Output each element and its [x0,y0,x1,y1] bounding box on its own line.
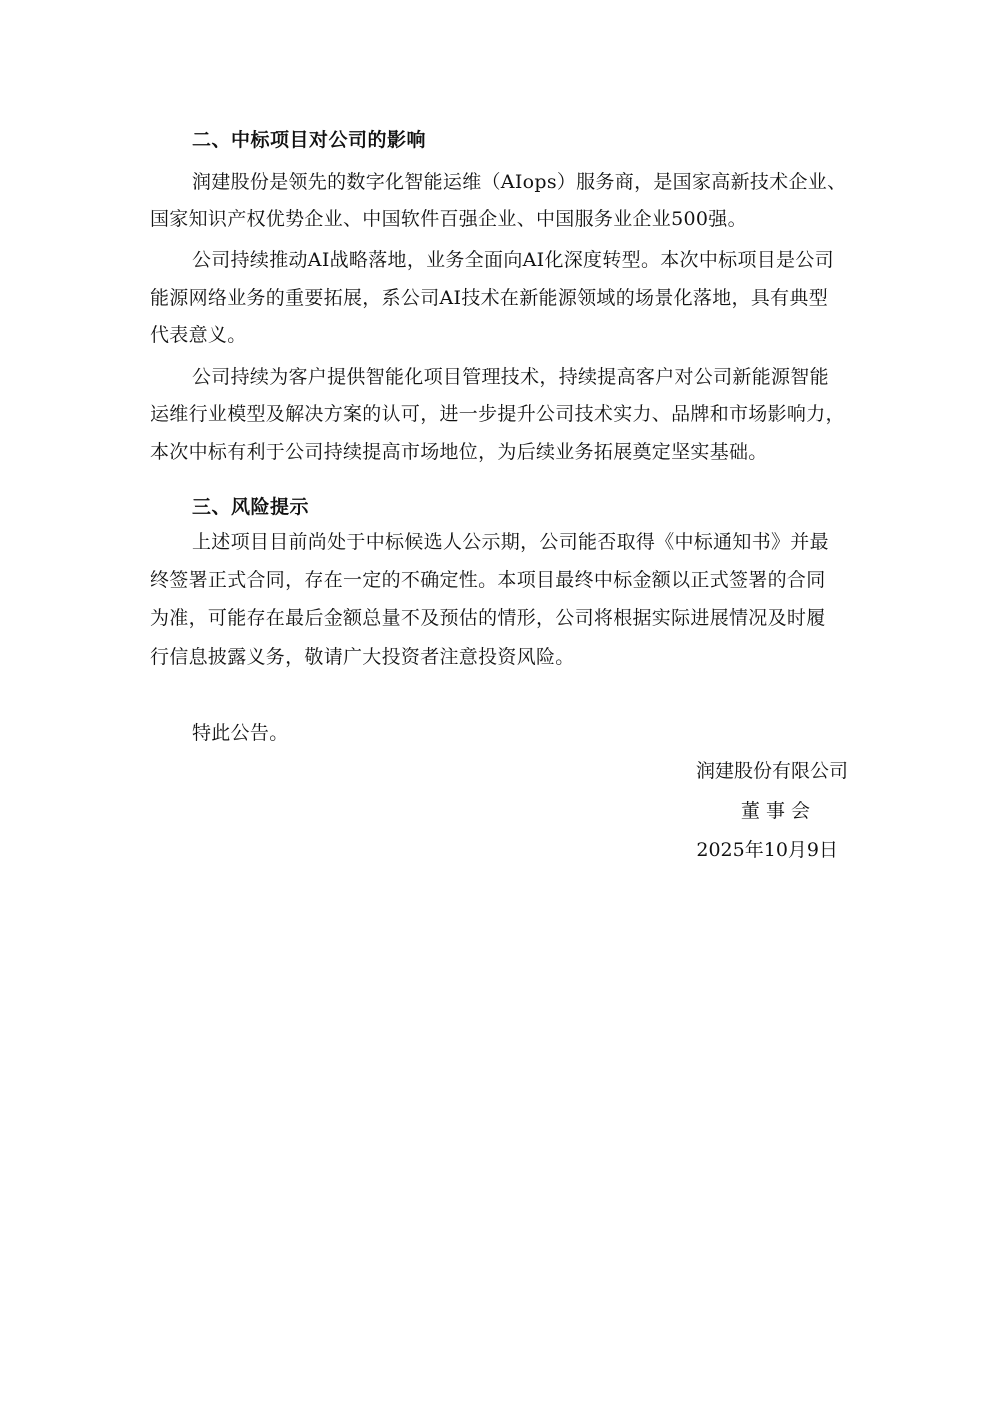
section-3-paragraph-1-line-2: 终签署正式合同，存在一定的不确定性。本项目最终中标金额以正式签署的合同 [150,569,826,591]
signature-date: 2025年10月9日 [696,839,838,861]
signature-company: 润建股份有限公司 [695,760,848,782]
section-2-paragraph-2-line-2: 能源网络业务的重要拓展，系公司AI技术在新能源领域的场景化落地，具有典型 [150,287,829,309]
section-2-heading: 二、中标项目对公司的影响 [192,129,427,151]
closing-text: 特此公告。 [192,722,289,744]
section-2-paragraph-2-line-1: 公司持续推动AI战略落地，业务全面向AI化深度转型。本次中标项目是公司 [192,249,834,271]
section-2-paragraph-3-line-1: 公司持续为客户提供智能化项目管理技术，持续提高客户对公司新能源智能 [192,366,829,388]
signature-board: 董 事 会 [740,800,810,822]
section-3-paragraph-1-line-3: 为准，可能存在最后金额总量不及预估的情形，公司将根据实际进展情况及时履 [150,607,826,629]
section-2-paragraph-3-line-3: 本次中标有利于公司持续提高市场地位，为后续业务拓展奠定坚实基础。 [150,441,768,463]
section-3-paragraph-1-line-1: 上述项目目前尚处于中标候选人公示期，公司能否取得《中标通知书》并最 [192,531,829,553]
section-2-paragraph-3-line-2: 运维行业模型及解决方案的认可，进一步提升公司技术实力、品牌和市场影响力， [150,403,845,425]
section-2-paragraph-1-line-1: 润建股份是领先的数字化智能运维（AIops）服务商，是国家高新技术企业、 [192,171,847,193]
section-3-paragraph-1-line-4: 行信息披露义务，敬请广大投资者注意投资风险。 [150,646,575,668]
section-2-paragraph-2-line-3: 代表意义。 [150,324,247,346]
section-2-paragraph-1-line-2: 国家知识产权优势企业、中国软件百强企业、中国服务业企业500强。 [150,208,747,230]
section-3-heading: 三、风险提示 [192,496,310,518]
